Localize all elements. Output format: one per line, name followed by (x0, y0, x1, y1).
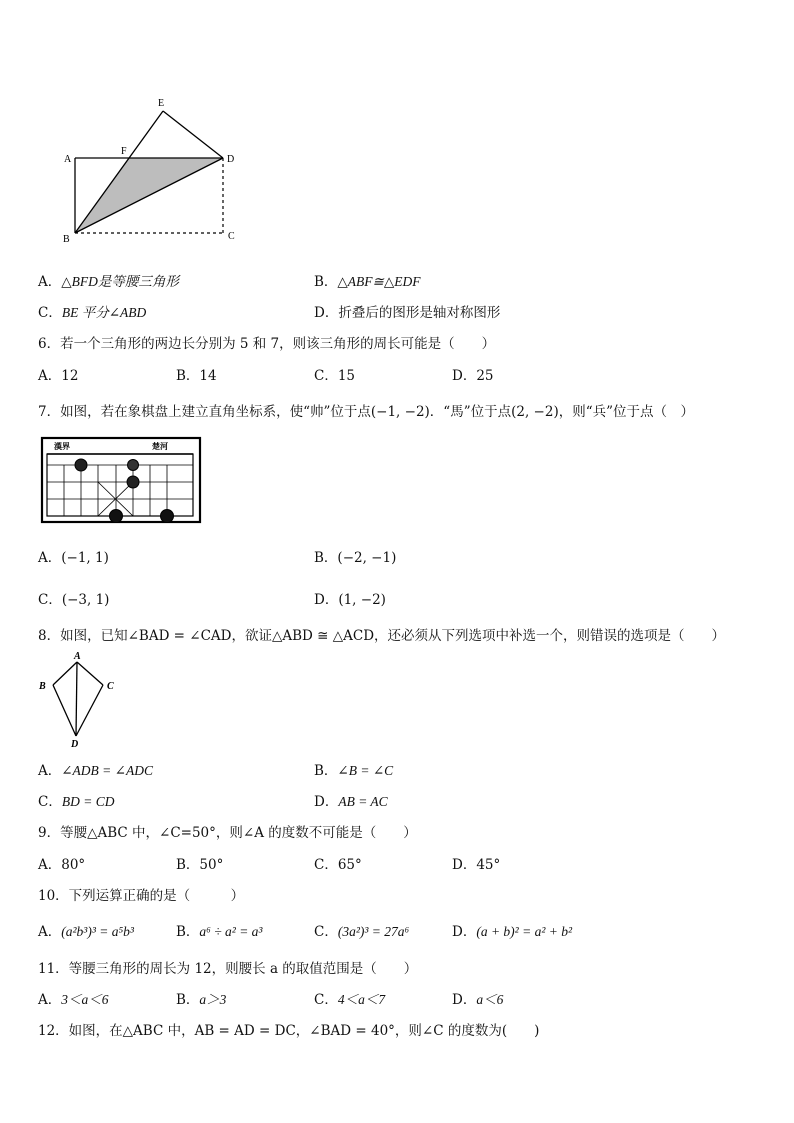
label-c: C (107, 681, 114, 692)
option-text: a＞3 (199, 992, 227, 1007)
q9-option-c[interactable] (314, 853, 362, 873)
q6-stem: 6．若一个三角形的两边长分别为 5 和 7，则该三角形的周长可能是（ ） (38, 336, 496, 352)
option-text: 45° (476, 857, 501, 873)
option-letter: D． (452, 857, 477, 873)
q5-option-a[interactable] (38, 270, 179, 290)
option-letter: C． (314, 368, 338, 384)
option-text: 80° (61, 857, 86, 873)
chess-piece (127, 476, 139, 488)
option-text: 12 (61, 368, 79, 384)
option-letter: D． (314, 305, 339, 321)
option-text: ∠B = ∠C (337, 763, 394, 778)
label-a: A (74, 651, 81, 662)
q10-option-a[interactable] (38, 920, 134, 940)
segment-ac (77, 662, 103, 685)
q7-option-d[interactable] (314, 588, 386, 608)
option-letter: A． (38, 857, 62, 873)
option-text: 25 (476, 368, 494, 384)
q6-option-a[interactable] (38, 364, 78, 384)
chessboard-figure (40, 436, 202, 526)
option-text: (a²b³)³ = a⁵b³ (61, 924, 134, 939)
q11-option-d[interactable] (452, 988, 503, 1008)
q11-option-b[interactable] (176, 988, 226, 1008)
option-letter: C． (314, 857, 338, 873)
q8-option-a[interactable] (38, 759, 153, 779)
q11-option-c[interactable] (314, 988, 385, 1008)
q10-option-c[interactable] (314, 920, 409, 940)
q6-option-d[interactable] (452, 364, 494, 384)
option-text: △ABF≅△EDF (337, 274, 421, 289)
option-letter: D． (452, 924, 477, 940)
q10-option-d[interactable] (452, 920, 572, 940)
option-text: △BFD是等腰三角形 (61, 274, 179, 289)
option-letter: A． (38, 368, 62, 384)
option-text: (−2, −1) (337, 550, 397, 566)
q5-option-b[interactable] (314, 270, 420, 290)
option-text: 折叠后的图形是轴对称图形 (338, 305, 501, 321)
q7-option-b[interactable] (314, 546, 396, 566)
option-text: BD = CD (61, 794, 115, 809)
label-b: B (39, 681, 46, 692)
q9-option-b[interactable] (176, 853, 223, 873)
option-letter: C． (38, 794, 62, 810)
label-f: F (121, 146, 127, 157)
option-letter: C． (38, 592, 62, 608)
option-letter: B． (176, 924, 200, 940)
fold-figure (55, 92, 255, 244)
option-letter: B． (314, 763, 338, 779)
kite-figure (36, 650, 126, 750)
option-letter: B． (314, 274, 338, 290)
option-text: a⁶ ÷ a² = a³ (199, 924, 263, 939)
q8-option-c[interactable] (38, 790, 114, 810)
q12-stem: 12．如图，在△ABC 中，AB = AD = DC，∠BAD = 40°，则∠C 的度数为( ) (38, 1023, 540, 1039)
option-text: 14 (199, 368, 217, 384)
option-text: (a + b)² = a² + b² (476, 924, 573, 939)
option-letter: C． (314, 992, 338, 1008)
q5-option-c[interactable] (38, 301, 146, 321)
label-c: C (228, 231, 235, 242)
option-text: (−3, 1) (61, 592, 110, 608)
segment-bd (53, 685, 76, 736)
option-text: (1, −2) (338, 592, 386, 608)
option-letter: C． (314, 924, 338, 940)
label-d: D (71, 739, 79, 750)
option-letter: A． (38, 550, 62, 566)
option-text: (3a²)³ = 27a⁶ (337, 924, 410, 939)
q10-option-b[interactable] (176, 920, 262, 940)
option-text: AB = AC (338, 794, 388, 809)
q8-stem: 8．如图，已知∠BAD = ∠CAD，欲证△ABD ≅ △ACD，还必须从下列选项中补选一个，则错误的选项是（ ） (38, 628, 726, 644)
q10-stem: 10．下列运算正确的是（ ） (38, 888, 245, 904)
option-letter: D． (452, 368, 477, 384)
q11-option-a[interactable] (38, 988, 109, 1008)
option-letter: D． (314, 794, 339, 810)
option-letter: A． (38, 924, 62, 940)
board-label-chu: 楚河 (152, 442, 168, 451)
q6-option-c[interactable] (314, 364, 355, 384)
option-letter: B． (176, 857, 200, 873)
chess-piece-shuai (110, 510, 123, 523)
q7-option-a[interactable] (38, 546, 109, 566)
chess-piece (128, 460, 139, 471)
option-text: 15 (337, 368, 356, 384)
q7-option-c[interactable] (38, 588, 109, 608)
chess-piece-horse (161, 510, 174, 523)
q6-option-b[interactable] (176, 364, 217, 384)
option-letter: A． (38, 274, 62, 290)
option-letter: D． (314, 592, 339, 608)
option-text: 4＜a＜7 (337, 992, 386, 1007)
chess-piece-soldier (75, 459, 87, 471)
label-e: E (158, 98, 165, 109)
option-letter: A． (38, 763, 62, 779)
option-letter: C． (38, 305, 62, 321)
label-d: D (227, 154, 235, 165)
label-b: B (63, 234, 70, 244)
option-text: a＜6 (476, 992, 504, 1007)
q7-stem: 7．如图，若在象棋盘上建立直角坐标系，使“帅”位于点(−1, −2)．“馬”位于点(2, −2)，则“兵”位于点（ ） (38, 404, 695, 420)
q5-option-d[interactable] (314, 301, 500, 321)
label-a: A (64, 154, 72, 165)
q9-stem: 9．等腰△ABC 中，∠C=50°，则∠A 的度数不可能是（ ） (38, 825, 417, 841)
option-text: 3＜a＜6 (61, 992, 109, 1007)
q9-option-a[interactable] (38, 853, 85, 873)
q8-option-b[interactable] (314, 759, 393, 779)
option-letter: D． (452, 992, 477, 1008)
option-letter: B． (314, 550, 338, 566)
option-text: 50° (199, 857, 224, 873)
option-letter: A． (38, 992, 62, 1008)
q9-option-d[interactable] (452, 853, 500, 873)
segment-ad (76, 662, 77, 736)
segment-ab (53, 662, 77, 685)
option-text: ∠ADB = ∠ADC (61, 763, 153, 778)
q11-stem: 11．等腰三角形的周长为 12，则腰长 a 的取值范围是（ ） (38, 961, 418, 977)
option-text: (−1, 1) (61, 550, 109, 566)
option-letter: B． (176, 368, 200, 384)
option-text: 65° (337, 857, 362, 873)
segment-ed (163, 111, 223, 158)
option-letter: B． (176, 992, 200, 1008)
option-text: BE 平分∠ABD (61, 305, 147, 320)
q8-option-d[interactable] (314, 790, 388, 810)
segment-cd (76, 685, 103, 736)
board-label-han: 漢界 (54, 442, 70, 451)
